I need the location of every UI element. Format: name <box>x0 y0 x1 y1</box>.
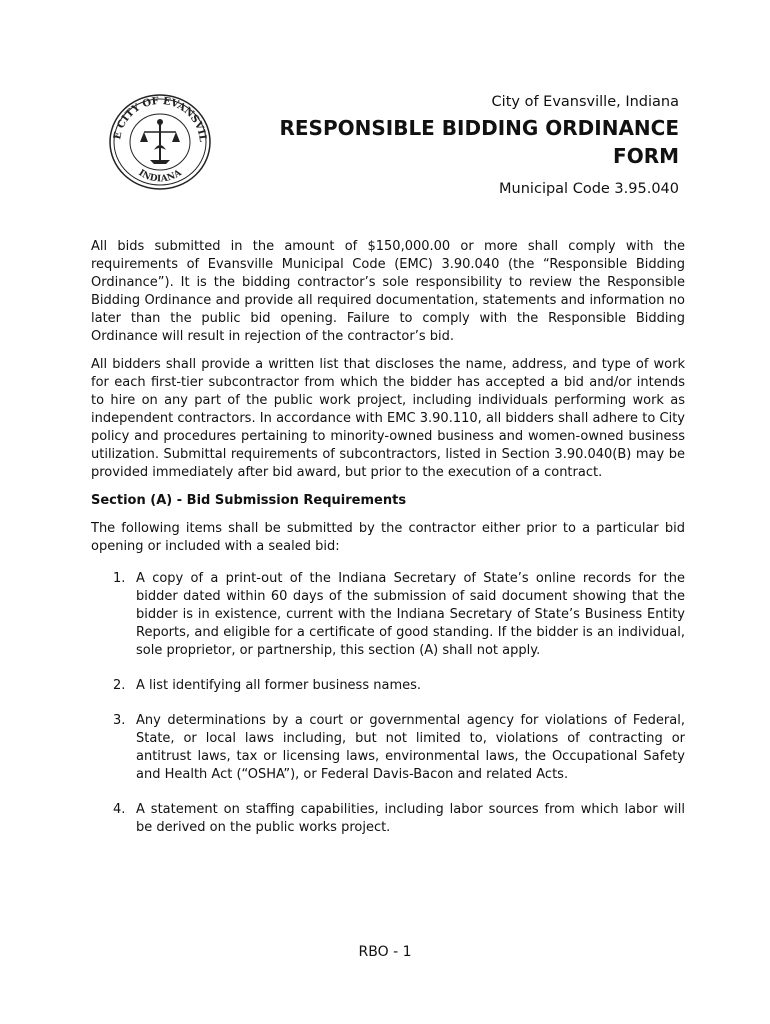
requirements-list <box>91 570 685 837</box>
page-number: RBO - 1 <box>358 944 412 960</box>
list-item <box>91 712 685 784</box>
seal-bottom-text: INDIANA <box>136 168 184 185</box>
municipal-code: Municipal Code 3.95.040 <box>499 181 679 197</box>
paragraph-subcontractors: All bidders shall provide a written list that discloses the name, address, and type of work for each first-tier subcontractor from which the bidder has accepted a bid and/or intends to hire on any part of the public work project, including individuals performing work as independent contractors. In accordance with EMC 3.90.110, all bidders shall adhere to City policy and procedures pertaining to minority-owned business and women-owned business utilization. Submittal requirements of subcontractors, listed in Section 3.90.040(B) may be provided immediately after bid award, but prior to the execution of a contract. <box>91 357 685 480</box>
paragraph-intro: All bids submitted in the amount of $150,000.00 or more shall comply with the requirements of Evansville Municipal Code (EMC) 3.90.040 (the “Responsible Bidding Ordinance”). It is the bidding contractor’s sole responsibility to review the Responsible Bidding Ordinance and provide all required documentation, statements and information no later than the public bid opening. Failure to comply with the Responsible Bidding Ordinance will result in rejection of the contractor’s bid. <box>91 239 685 344</box>
list-item-number: 2. <box>113 678 126 693</box>
list-item-text: A copy of a print-out of the Indiana Secretary of State’s online records for the bidder dated within 60 days of the submission of said document showing that the bidder is in existence, current with the Indiana Secretary of State’s Business Entity Reports, and eligible for a certificate of good standing. If the bidder is an individual, sole proprietor, or partnership, this section (A) shall not apply. <box>136 571 685 658</box>
city-name: City of Evansville, Indiana <box>491 94 679 110</box>
seal-top-text: E CITY OF EVANSVIL <box>112 95 209 143</box>
section-a-heading: Section (A) - Bid Submission Requirements <box>91 493 407 508</box>
list-item-number: 1. <box>113 571 126 586</box>
list-item-text: Any determinations by a court or governmental agency for violations of Federal, State, or local laws including, but not limited to, violations of contracting or antitrust laws, tax or licensing laws, environmental laws, the Occupational Safety and Health Act (“OSHA”), or Federal Davis-Bacon and related Acts. <box>136 713 685 782</box>
form-title: RESPONSIBLE BIDDING ORDINANCE FORM <box>279 116 679 168</box>
document-body <box>91 238 685 854</box>
list-item <box>91 801 685 837</box>
city-seal-icon <box>106 92 214 192</box>
section-a-intro: The following items shall be submitted by the contractor either prior to a particular bid opening or included with a sealed bid: <box>91 521 685 554</box>
svg-text:THE CITY OF EVANSVILLE <box>106 92 208 143</box>
list-item-number: 4. <box>113 802 126 817</box>
page-footer <box>0 944 770 960</box>
document-header <box>259 92 679 199</box>
list-item-text: A list identifying all former business names. <box>136 678 422 693</box>
city-seal-logo <box>106 92 214 192</box>
list-item-text: A statement on staffing capabilities, including labor sources from which labor will be derived on the public works project. <box>136 802 685 835</box>
list-item <box>91 677 685 695</box>
list-item <box>91 570 685 660</box>
list-item-number: 3. <box>113 713 126 728</box>
